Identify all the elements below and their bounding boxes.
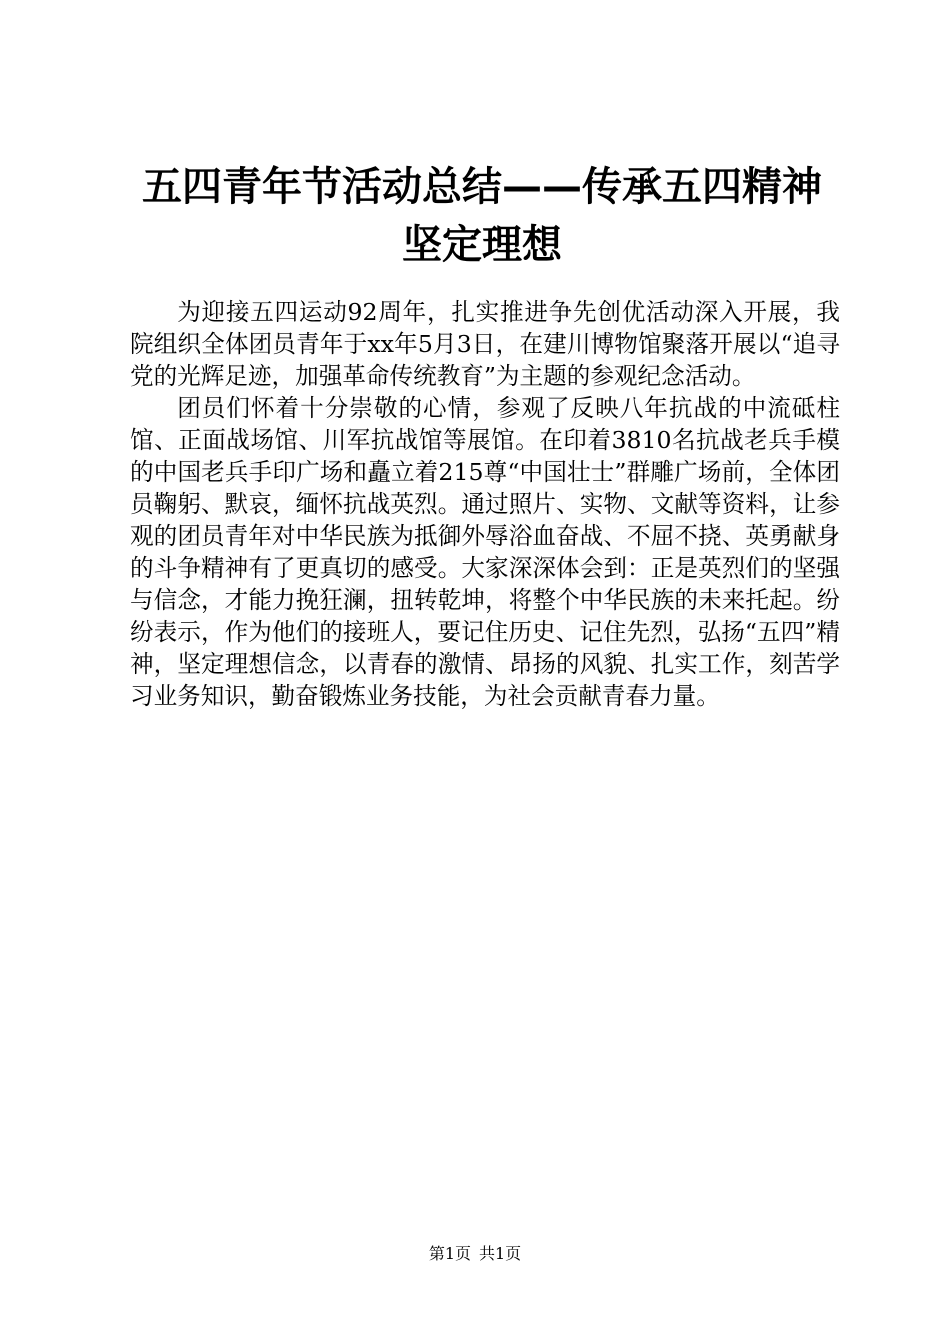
document-body — [130, 296, 840, 712]
body-paragraph: 为迎接五四运动92周年，扎实推进争先创优活动深入开展，我院组织全体团员青年于xx年5月3日，在建川博物馆聚落开展以“追寻党的光辉足迹，加强革命传统教育”为主题的参观纪念活动。 — [130, 298, 840, 390]
document-title: 五四青年节活动总结——传承五四精神坚定理想 — [142, 164, 822, 268]
body-paragraph: 团员们怀着十分崇敬的心情，参观了反映八年抗战的中流砥柱馆、正面战场馆、川军抗战馆等展馆。在印着3810名抗战老兵手模的中国老兵手印广场和矗立着215尊“中国壮士”群雕广场前，全体团员鞠躬、默哀，缅怀抗战英烈。通过照片、实物、文献等资料，让参观的团员青年对中华民族为抵御外辱浴血奋战、不屈不挠、英勇献身的斗争精神有了更真切的感受。大家深深体会到：正是英烈们的坚强与信念，才能力挽狂澜，扭转乾坤，将整个中华民族的未来托起。纷纷表示，作为他们的接班人，要记住历史、记住先烈，弘扬“五四”精神，坚定理想信念，以青春的激情、昂扬的风貌、扎实工作，刻苦学习业务知识，勤奋锻炼业务技能，为社会贡献青春力量。 — [130, 394, 840, 710]
page-footer — [0, 1243, 950, 1265]
page-number: 第1页 — [428, 1244, 471, 1263]
page-total: 共1页 — [479, 1244, 522, 1263]
